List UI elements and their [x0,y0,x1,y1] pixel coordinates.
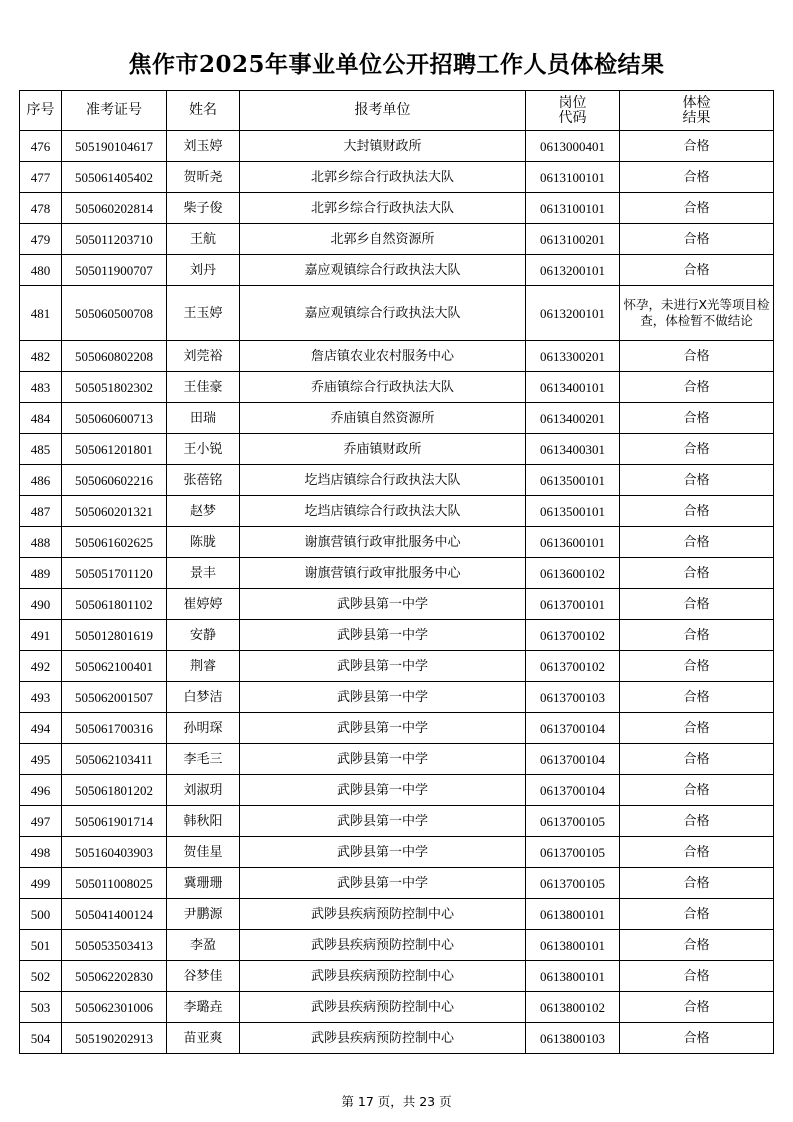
table-row [20,193,774,224]
cell-seq: 490 [20,589,62,620]
cell-unit: 武陟县第一中学 [240,837,526,868]
cell-name: 张蓓铭 [167,465,240,496]
cell-name: 刘莞裕 [167,341,240,372]
table-row [20,961,774,992]
table-row [20,403,774,434]
cell-post-code: 0613200101 [526,286,620,341]
cell-result: 合格 [620,131,774,162]
cell-post-code: 0613700105 [526,868,620,899]
cell-post-code: 0613100101 [526,193,620,224]
header-unit: 报考单位 [240,91,526,131]
cell-post-code: 0613700101 [526,589,620,620]
cell-unit: 武陟县第一中学 [240,775,526,806]
table-row [20,992,774,1023]
cell-unit: 北郭乡综合行政执法大队 [240,162,526,193]
table-row [20,589,774,620]
cell-unit: 武陟县第一中学 [240,589,526,620]
cell-unit: 谢旗营镇行政审批服务中心 [240,527,526,558]
cell-exam-number: 505041400124 [62,899,167,930]
table-row [20,899,774,930]
cell-post-code: 0613800101 [526,961,620,992]
cell-exam-number: 505061801202 [62,775,167,806]
cell-unit: 武陟县第一中学 [240,620,526,651]
cell-result: 合格 [620,496,774,527]
cell-unit: 北郭乡自然资源所 [240,224,526,255]
cell-seq: 482 [20,341,62,372]
cell-post-code: 0613700102 [526,651,620,682]
cell-exam-number: 505190202913 [62,1023,167,1054]
cell-exam-number: 505060500708 [62,286,167,341]
cell-result: 合格 [620,403,774,434]
cell-name: 柴子俊 [167,193,240,224]
cell-name: 贺佳星 [167,837,240,868]
cell-post-code: 0613600102 [526,558,620,589]
table-row [20,131,774,162]
table-row [20,255,774,286]
cell-unit: 詹店镇农业农村服务中心 [240,341,526,372]
cell-seq: 499 [20,868,62,899]
cell-name: 赵梦 [167,496,240,527]
cell-exam-number: 505011203710 [62,224,167,255]
cell-result: 合格 [620,620,774,651]
cell-name: 田瑞 [167,403,240,434]
cell-seq: 477 [20,162,62,193]
cell-post-code: 0613800101 [526,899,620,930]
cell-result: 合格 [620,465,774,496]
cell-name: 尹鹏源 [167,899,240,930]
table-row [20,930,774,961]
cell-seq: 501 [20,930,62,961]
cell-post-code: 0613800101 [526,930,620,961]
cell-result: 合格 [620,868,774,899]
table-row [20,775,774,806]
cell-seq: 488 [20,527,62,558]
cell-seq: 495 [20,744,62,775]
cell-result: 合格 [620,651,774,682]
cell-result: 合格 [620,372,774,403]
cell-name: 冀珊珊 [167,868,240,899]
cell-seq: 487 [20,496,62,527]
cell-exam-number: 505060802208 [62,341,167,372]
cell-post-code: 0613700104 [526,775,620,806]
cell-post-code: 0613600101 [526,527,620,558]
cell-exam-number: 505062202830 [62,961,167,992]
cell-name: 荆睿 [167,651,240,682]
cell-result: 合格 [620,682,774,713]
cell-unit: 武陟县第一中学 [240,713,526,744]
cell-post-code: 0613700105 [526,837,620,868]
table-row [20,651,774,682]
cell-unit: 嘉应观镇综合行政执法大队 [240,255,526,286]
table-row [20,713,774,744]
table-row [20,1023,774,1054]
cell-exam-number: 505011008025 [62,868,167,899]
cell-exam-number: 505061602625 [62,527,167,558]
cell-name: 苗亚爽 [167,1023,240,1054]
cell-unit: 武陟县第一中学 [240,651,526,682]
table-body [20,131,774,1054]
table-row [20,224,774,255]
cell-exam-number: 505160403903 [62,837,167,868]
cell-name: 王佳豪 [167,372,240,403]
cell-result: 合格 [620,713,774,744]
cell-seq: 484 [20,403,62,434]
cell-name: 王小锐 [167,434,240,465]
cell-exam-number: 505062103411 [62,744,167,775]
cell-name: 王玉婷 [167,286,240,341]
cell-name: 王航 [167,224,240,255]
cell-exam-number: 505062301006 [62,992,167,1023]
cell-result: 合格 [620,806,774,837]
cell-exam-number: 505190104617 [62,131,167,162]
header-result [620,91,774,131]
cell-name: 安静 [167,620,240,651]
cell-name: 陈胧 [167,527,240,558]
page-title: 焦作市2025年事业单位公开招聘工作人员体检结果 [128,51,665,78]
cell-result: 合格 [620,255,774,286]
cell-unit: 嘉应观镇综合行政执法大队 [240,286,526,341]
cell-exam-number: 505061405402 [62,162,167,193]
cell-seq: 494 [20,713,62,744]
cell-name: 白梦洁 [167,682,240,713]
cell-seq: 476 [20,131,62,162]
cell-seq: 481 [20,286,62,341]
cell-post-code: 0613800102 [526,992,620,1023]
table-row [20,162,774,193]
table-row [20,341,774,372]
cell-unit: 武陟县第一中学 [240,744,526,775]
cell-exam-number: 505062001507 [62,682,167,713]
table-row [20,682,774,713]
cell-post-code: 0613100201 [526,224,620,255]
cell-post-code: 0613700105 [526,806,620,837]
cell-post-code: 0613000401 [526,131,620,162]
cell-exam-number: 505062100401 [62,651,167,682]
header-post-code [526,91,620,131]
cell-seq: 502 [20,961,62,992]
table-row [20,286,774,341]
cell-seq: 489 [20,558,62,589]
cell-seq: 496 [20,775,62,806]
cell-exam-number: 505061801102 [62,589,167,620]
table-row [20,527,774,558]
cell-exam-number: 505060201321 [62,496,167,527]
cell-unit: 圪垱店镇综合行政执法大队 [240,496,526,527]
cell-seq: 479 [20,224,62,255]
cell-post-code: 0613100101 [526,162,620,193]
cell-post-code: 0613400101 [526,372,620,403]
cell-result: 合格 [620,589,774,620]
cell-result: 合格 [620,224,774,255]
cell-post-code: 0613700102 [526,620,620,651]
cell-result: 合格 [620,1023,774,1054]
cell-post-code: 0613800103 [526,1023,620,1054]
cell-exam-number: 505051802302 [62,372,167,403]
cell-exam-number: 505061201801 [62,434,167,465]
cell-exam-number: 505011900707 [62,255,167,286]
cell-name: 李毛三 [167,744,240,775]
cell-post-code: 0613300201 [526,341,620,372]
cell-post-code: 0613700104 [526,744,620,775]
cell-seq: 492 [20,651,62,682]
table-row [20,620,774,651]
cell-result: 怀孕，未进行X光等项目检查，体检暂不做结论 [620,286,774,341]
cell-name: 刘丹 [167,255,240,286]
cell-unit: 武陟县第一中学 [240,682,526,713]
cell-post-code: 0613400301 [526,434,620,465]
table-row [20,806,774,837]
cell-seq: 493 [20,682,62,713]
cell-name: 贺昕尧 [167,162,240,193]
cell-post-code: 0613400201 [526,403,620,434]
cell-result: 合格 [620,992,774,1023]
cell-post-code: 0613500101 [526,496,620,527]
cell-result: 合格 [620,930,774,961]
cell-result: 合格 [620,837,774,868]
cell-name: 刘玉婷 [167,131,240,162]
cell-unit: 武陟县疾病预防控制中心 [240,930,526,961]
cell-result: 合格 [620,558,774,589]
table-row [20,837,774,868]
cell-unit: 武陟县疾病预防控制中心 [240,899,526,930]
cell-result: 合格 [620,193,774,224]
cell-post-code: 0613200101 [526,255,620,286]
results-table [19,90,774,1054]
cell-result: 合格 [620,899,774,930]
cell-result: 合格 [620,775,774,806]
cell-seq: 480 [20,255,62,286]
cell-seq: 497 [20,806,62,837]
cell-seq: 486 [20,465,62,496]
cell-name: 韩秋阳 [167,806,240,837]
cell-seq: 478 [20,193,62,224]
table-row [20,465,774,496]
cell-name: 崔婷婷 [167,589,240,620]
cell-unit: 乔庙镇自然资源所 [240,403,526,434]
cell-result: 合格 [620,341,774,372]
cell-result: 合格 [620,434,774,465]
header-exam-number: 准考证号 [62,91,167,131]
cell-unit: 乔庙镇综合行政执法大队 [240,372,526,403]
cell-result: 合格 [620,527,774,558]
table-header-row [20,91,774,131]
table-row [20,868,774,899]
cell-seq: 503 [20,992,62,1023]
cell-seq: 483 [20,372,62,403]
table-row [20,434,774,465]
cell-unit: 乔庙镇财政所 [240,434,526,465]
table-row [20,558,774,589]
cell-exam-number: 505060202814 [62,193,167,224]
cell-exam-number: 505051701120 [62,558,167,589]
cell-name: 刘淑玥 [167,775,240,806]
cell-seq: 491 [20,620,62,651]
cell-name: 景丰 [167,558,240,589]
table-row [20,744,774,775]
cell-name: 孙明琛 [167,713,240,744]
cell-result: 合格 [620,744,774,775]
cell-seq: 498 [20,837,62,868]
cell-result: 合格 [620,961,774,992]
cell-unit: 武陟县第一中学 [240,868,526,899]
header-result-line1: 体检 [682,94,711,111]
header-post-code-line2: 代码 [558,109,587,126]
cell-unit: 武陟县疾病预防控制中心 [240,1023,526,1054]
header-name: 姓名 [167,91,240,131]
cell-post-code: 0613500101 [526,465,620,496]
cell-unit: 谢旗营镇行政审批服务中心 [240,558,526,589]
cell-unit: 北郭乡综合行政执法大队 [240,193,526,224]
header-result-line2: 结果 [682,109,711,126]
cell-exam-number: 505053503413 [62,930,167,961]
cell-unit: 武陟县疾病预防控制中心 [240,961,526,992]
cell-unit: 武陟县疾病预防控制中心 [240,992,526,1023]
cell-seq: 504 [20,1023,62,1054]
cell-exam-number: 505060602216 [62,465,167,496]
cell-unit: 武陟县第一中学 [240,806,526,837]
cell-exam-number: 505012801619 [62,620,167,651]
page-footer: 第 17 页，共 23 页 [341,1094,452,1109]
cell-unit: 圪垱店镇综合行政执法大队 [240,465,526,496]
cell-seq: 500 [20,899,62,930]
cell-name: 谷梦佳 [167,961,240,992]
header-post-code-line1: 岗位 [558,94,587,111]
cell-name: 李盈 [167,930,240,961]
cell-unit: 大封镇财政所 [240,131,526,162]
header-seq: 序号 [20,91,62,131]
cell-name: 李璐垚 [167,992,240,1023]
cell-exam-number: 505061700316 [62,713,167,744]
cell-seq: 485 [20,434,62,465]
table-row [20,372,774,403]
cell-post-code: 0613700104 [526,713,620,744]
cell-post-code: 0613700103 [526,682,620,713]
table-row [20,496,774,527]
cell-result: 合格 [620,162,774,193]
cell-exam-number: 505061901714 [62,806,167,837]
cell-exam-number: 505060600713 [62,403,167,434]
